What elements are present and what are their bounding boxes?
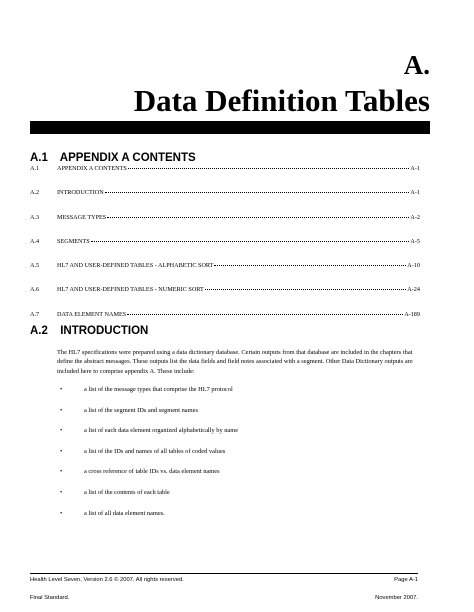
toc-dot-leader [91, 241, 410, 242]
toc-entry-title: SEGMENTS [57, 237, 90, 245]
toc-entry[interactable] [30, 214, 420, 238]
toc-dot-leader [107, 217, 409, 218]
toc-dot-leader [105, 192, 410, 193]
list-item [57, 509, 417, 530]
toc-entry-title: MESSAGE TYPES [57, 213, 107, 221]
footer-copyright: Health Level Seven, Version 2.6 © 2007. All rights reserved. [30, 577, 184, 583]
table-of-contents [30, 165, 420, 335]
toc-entry-page: A-1 [410, 189, 420, 197]
bullet-icon: • [60, 468, 63, 476]
toc-entry-number: A.5 [30, 262, 40, 270]
toc-entry[interactable] [30, 165, 420, 189]
bullet-icon: • [60, 488, 63, 496]
section-number: A.2 [30, 325, 48, 337]
toc-dot-leader [205, 289, 406, 290]
section-number: A.1 [30, 152, 48, 164]
toc-entry-title: HL7 AND USER-DEFINED TABLES - ALPHABETIC SORT [57, 262, 214, 270]
list-item-text: a cross reference of table IDs vs. data element names [84, 468, 220, 476]
toc-dot-leader [127, 314, 403, 315]
list-item-text: a list of all data element names. [84, 509, 165, 517]
bullet-icon: • [60, 447, 63, 455]
toc-entry-title: DATA ELEMENT NAMES [57, 310, 127, 318]
list-item [57, 447, 417, 468]
section-heading-a1 [30, 151, 196, 165]
footer-page-number: Page A-1 [394, 577, 418, 583]
toc-entry-title: HL7 AND USER-DEFINED TABLES - NUMERIC SORT [57, 286, 204, 294]
toc-entry[interactable] [30, 262, 420, 286]
intro-paragraph: The HL7 specifications were prepared using a data dictionary database. Certain outputs from that database are included in the chapters that define the abstract messages. These outputs list the data fields and field notes associated with a segment. Other Data Dictionary outputs are included here to comprise appendix A. These include: [57, 349, 413, 375]
toc-entry-number: A.2 [30, 189, 40, 197]
toc-entry-page: A-5 [410, 237, 420, 245]
list-item [57, 406, 417, 427]
bullet-icon: • [60, 386, 63, 393]
list-item-text: a list of the contents of each table [84, 488, 170, 496]
toc-dot-leader [214, 265, 406, 266]
chapter-title: Data Definition Tables [133, 83, 430, 118]
toc-entry-number: A.6 [30, 286, 40, 294]
toc-entry-title: INTRODUCTION [57, 189, 104, 197]
list-item [57, 488, 417, 509]
footer-status: Final Standard. [30, 595, 70, 601]
toc-entry[interactable] [30, 238, 420, 262]
title-rule [30, 121, 430, 134]
list-item-text: a list of the IDs and names of all tables of coded values [84, 447, 226, 455]
list-item-text: a list of the message types that comprise the HL7 protocol [84, 386, 233, 393]
toc-entry-number: A.3 [30, 213, 40, 221]
toc-entry-page: A-1 [410, 165, 420, 172]
toc-entry-number: A.7 [30, 310, 40, 318]
toc-entry-page: A-189 [404, 310, 420, 318]
section-title: APPENDIX A CONTENTS [59, 152, 196, 164]
toc-entry[interactable] [30, 189, 420, 213]
bullet-list [57, 385, 417, 529]
footer-rule [30, 573, 418, 574]
toc-entry-title: APPENDIX A CONTENTS [57, 165, 127, 172]
bullet-icon: • [60, 427, 63, 435]
toc-entry-page: A-2 [410, 213, 420, 221]
toc-entry-number: A.4 [30, 237, 40, 245]
list-item [57, 467, 417, 488]
toc-entry-page: A-24 [407, 286, 420, 294]
toc-entry[interactable] [30, 286, 420, 310]
chapter-letter: A. [403, 50, 430, 80]
toc-dot-leader [128, 168, 410, 169]
toc-entry-page: A-10 [407, 262, 420, 270]
bullet-icon: • [60, 406, 63, 414]
list-item-text: a list of each data element organized alphabetically by name [84, 427, 239, 435]
list-item [57, 426, 417, 447]
bullet-icon: • [60, 509, 63, 517]
list-item [57, 385, 417, 406]
list-item-text: a list of the segment IDs and segment names [84, 406, 198, 414]
section-title: INTRODUCTION [60, 325, 149, 337]
footer-date: November 2007. [375, 595, 418, 601]
section-heading-a2 [30, 324, 148, 338]
toc-entry-number: A.1 [30, 165, 40, 172]
